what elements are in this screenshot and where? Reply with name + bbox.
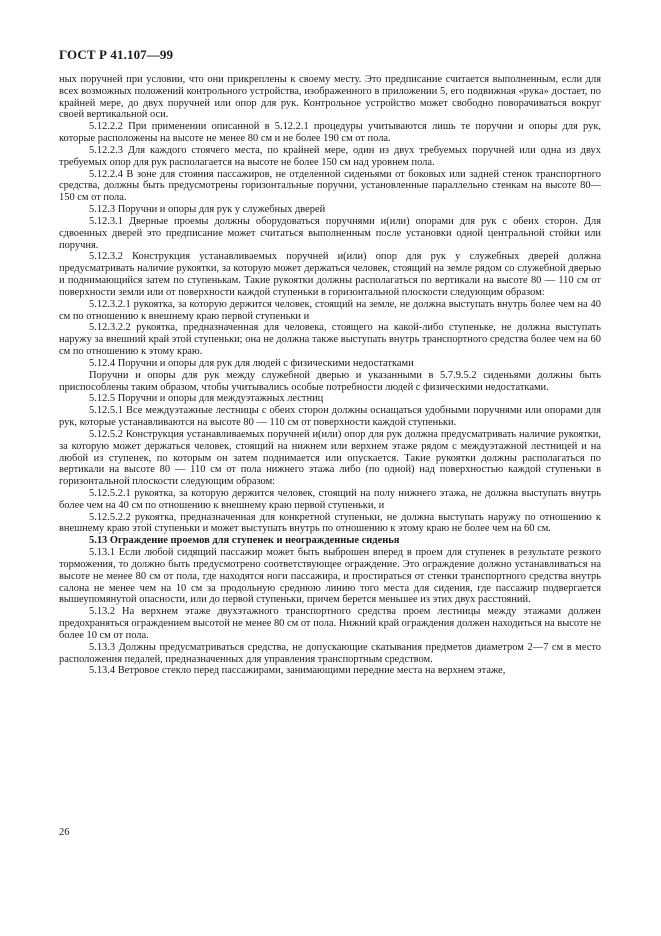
document-body [59,74,601,677]
paragraph-5-13-4: 5.13.4 Ветровое стекло перед пассажирами, занимающими передние места на верхнем этаже, [89,665,506,677]
section-5-12-4-title: 5.12.4 Поручни и опоры для рук для людей с физическими недостатками [89,357,414,369]
paragraph-5-12-5-1: 5.12.5.1 Все междуэтажные лестницы с обеих сторон должны оснащаться удобными поручнями или опорами для рук, которые устанавливаются на высоте 80 — 110 см от поверхности каждой ступеньки. [59,405,601,429]
paragraph-5-12-4-body: Поручни и опоры для рук между служебной дверью и указанными в 5.7.9.5.2 сиденьями должны быть приспособлены таким образом, чтобы учитывались особые потребности людей с физическими недостатками. [59,369,601,393]
paragraph-5-12-2-4: 5.12.2.4 В зоне для стояния пассажиров, не отделенной сиденьями от боковых или задней стенок транспортного средства, должны быть предусмотрены горизонтальные поручни, установленные параллельно стенкам на высоте 80—150 см от пола. [59,168,601,204]
paragraph-continuation: ных поручней при условии, что они прикреплены к своему месту. Это предписание считается выполненным, если для всех возможных положений контрольного устройства, изображенного в приложении 5, его подвижная «рука» достает, по крайней мере, до двух поручней или опор для рук. Контрольное устройство может свободно поворачиваться вокруг своей вертикальной оси. [59,74,601,121]
paragraph-5-12-5-2-2: 5.12.5.2.2 рукоятка, предназначенная для конкретной ступеньки, не должна выступать наружу по отношению к внешнему краю этой ступеньки и может выступать внутрь по отношению к этому краю не более чем на 60 см. [59,511,601,535]
document-header: ГОСТ Р 41.107—99 [59,47,174,62]
document-page [59,0,601,936]
paragraph-5-12-3-2-2: 5.12.3.2.2 рукоятка, предназначенная для человека, стоящего на какой-либо ступеньке, не должна выступать наружу за внешний край этой ступеньки; она не должна также выступать внутрь транспортного средства более чем на 60 см по отношению к этому краю. [59,322,601,358]
paragraph-5-12-2-3: 5.12.2.3 Для каждого стоячего места, по крайней мере, один из двух требуемых поручней или одна из двух требуемых опор для рук располагается на высоте не более 150 см над уровнем пола. [59,144,601,168]
paragraph-5-12-5-2: 5.12.5.2 Конструкция устанавливаемых поручней и(или) опор для рук должна предусматривать наличие рукоятки, за которую может держаться человек, стоящий на нижнем или верхнем этаже рядом с междуэтажной лестницей и на любой из ступенек, по которым он затем поднимается или опускается. Такие рукоятки должны располагаться по вертикали на высоте 80 — 110 см от пола нижнего этажа либо (по одной) над поверхностью каждой ступеньки в горизонтальной плоскости следующим образом: [59,428,601,488]
page-number: 26 [59,827,70,838]
paragraph-5-12-3-1: 5.12.3.1 Дверные проемы должны оборудоваться поручнями и(или) опорами для рук с обеих сторон. Для сдвоенных дверей это предписание может считаться выполненным после установки одной центральной стойки или поручня. [59,215,601,251]
paragraph-5-12-3-2-1: 5.12.3.2.1 рукоятка, за которую держится человек, стоящий на земле, не должна выступать внутрь более чем на 40 см по отношению к внешнему краю первой ступеньки и [59,298,601,322]
section-5-13-heading: 5.13 Ограждение проемов для ступенек и неогражденные сиденья [89,535,400,547]
paragraph-5-12-5-2-1: 5.12.5.2.1 рукоятка, за которую держится человек, стоящий на полу нижнего этажа, не должна выступать внутрь более чем на 40 см по отношению к внешнему краю первой ступеньки, и [59,487,601,511]
paragraph-5-13-2: 5.13.2 На верхнем этаже двухэтажного транспортного средства проем лестницы между этажами должен предохраняться ограждением высотой не менее 80 см от пола. Нижний край ограждения должен находиться на высоте не более 10 см от пола. [59,606,601,641]
section-5-12-3-title: 5.12.3 Поручни и опоры для рук у служебных дверей [89,204,326,216]
paragraph-5-12-3-2: 5.12.3.2 Конструкция устанавливаемых поручней и(или) опор для рук у служебных дверей должна предусматривать наличие рукоятки, за которую может держаться человек, стоящий на земле рядом со служебной дверью и поднимающийся затем по ступенькам. Такие рукоятки должны располагаться по вертикали на высоте 80 — 110 см от поверхности земли или от поверхности каждой ступеньки в горизонтальной плоскости следующим образом: [59,251,601,298]
paragraph-5-13-3: 5.13.3 Должны предусматриваться средства, не допускающие скатывания предметов диаметром 2—7 см в место расположения педалей, предназначенных для управления транспортным средством. [59,641,601,665]
section-5-12-5-title: 5.12.5 Поручни и опоры для междуэтажных лестниц [89,393,324,405]
paragraph-5-12-2-2: 5.12.2.2 При применении описанной в 5.12.2.1 процедуры учитываются лишь те поручни и опоры для рук, которые расположены на высоте не менее 80 см и не более 190 см от пола. [59,121,601,145]
paragraph-5-13-1: 5.13.1 Если любой сидящий пассажир может быть выброшен вперед в проем для ступенек в результате резкого торможения, то должно быть предусмотрено соответствующее ограждение. Это ограждение должно устанавливаться на высоте не менее 80 см от пола, где находятся ноги пассажира, и простираться от стенки транспортного средства внутрь салона не менее чем на 10 см за продольную среднюю линию того места для сидения, где пассажир подвергается вышеупомянутой опасности, или до первой ступеньки, причем берется меньшее из этих двух расстояний. [59,547,601,606]
